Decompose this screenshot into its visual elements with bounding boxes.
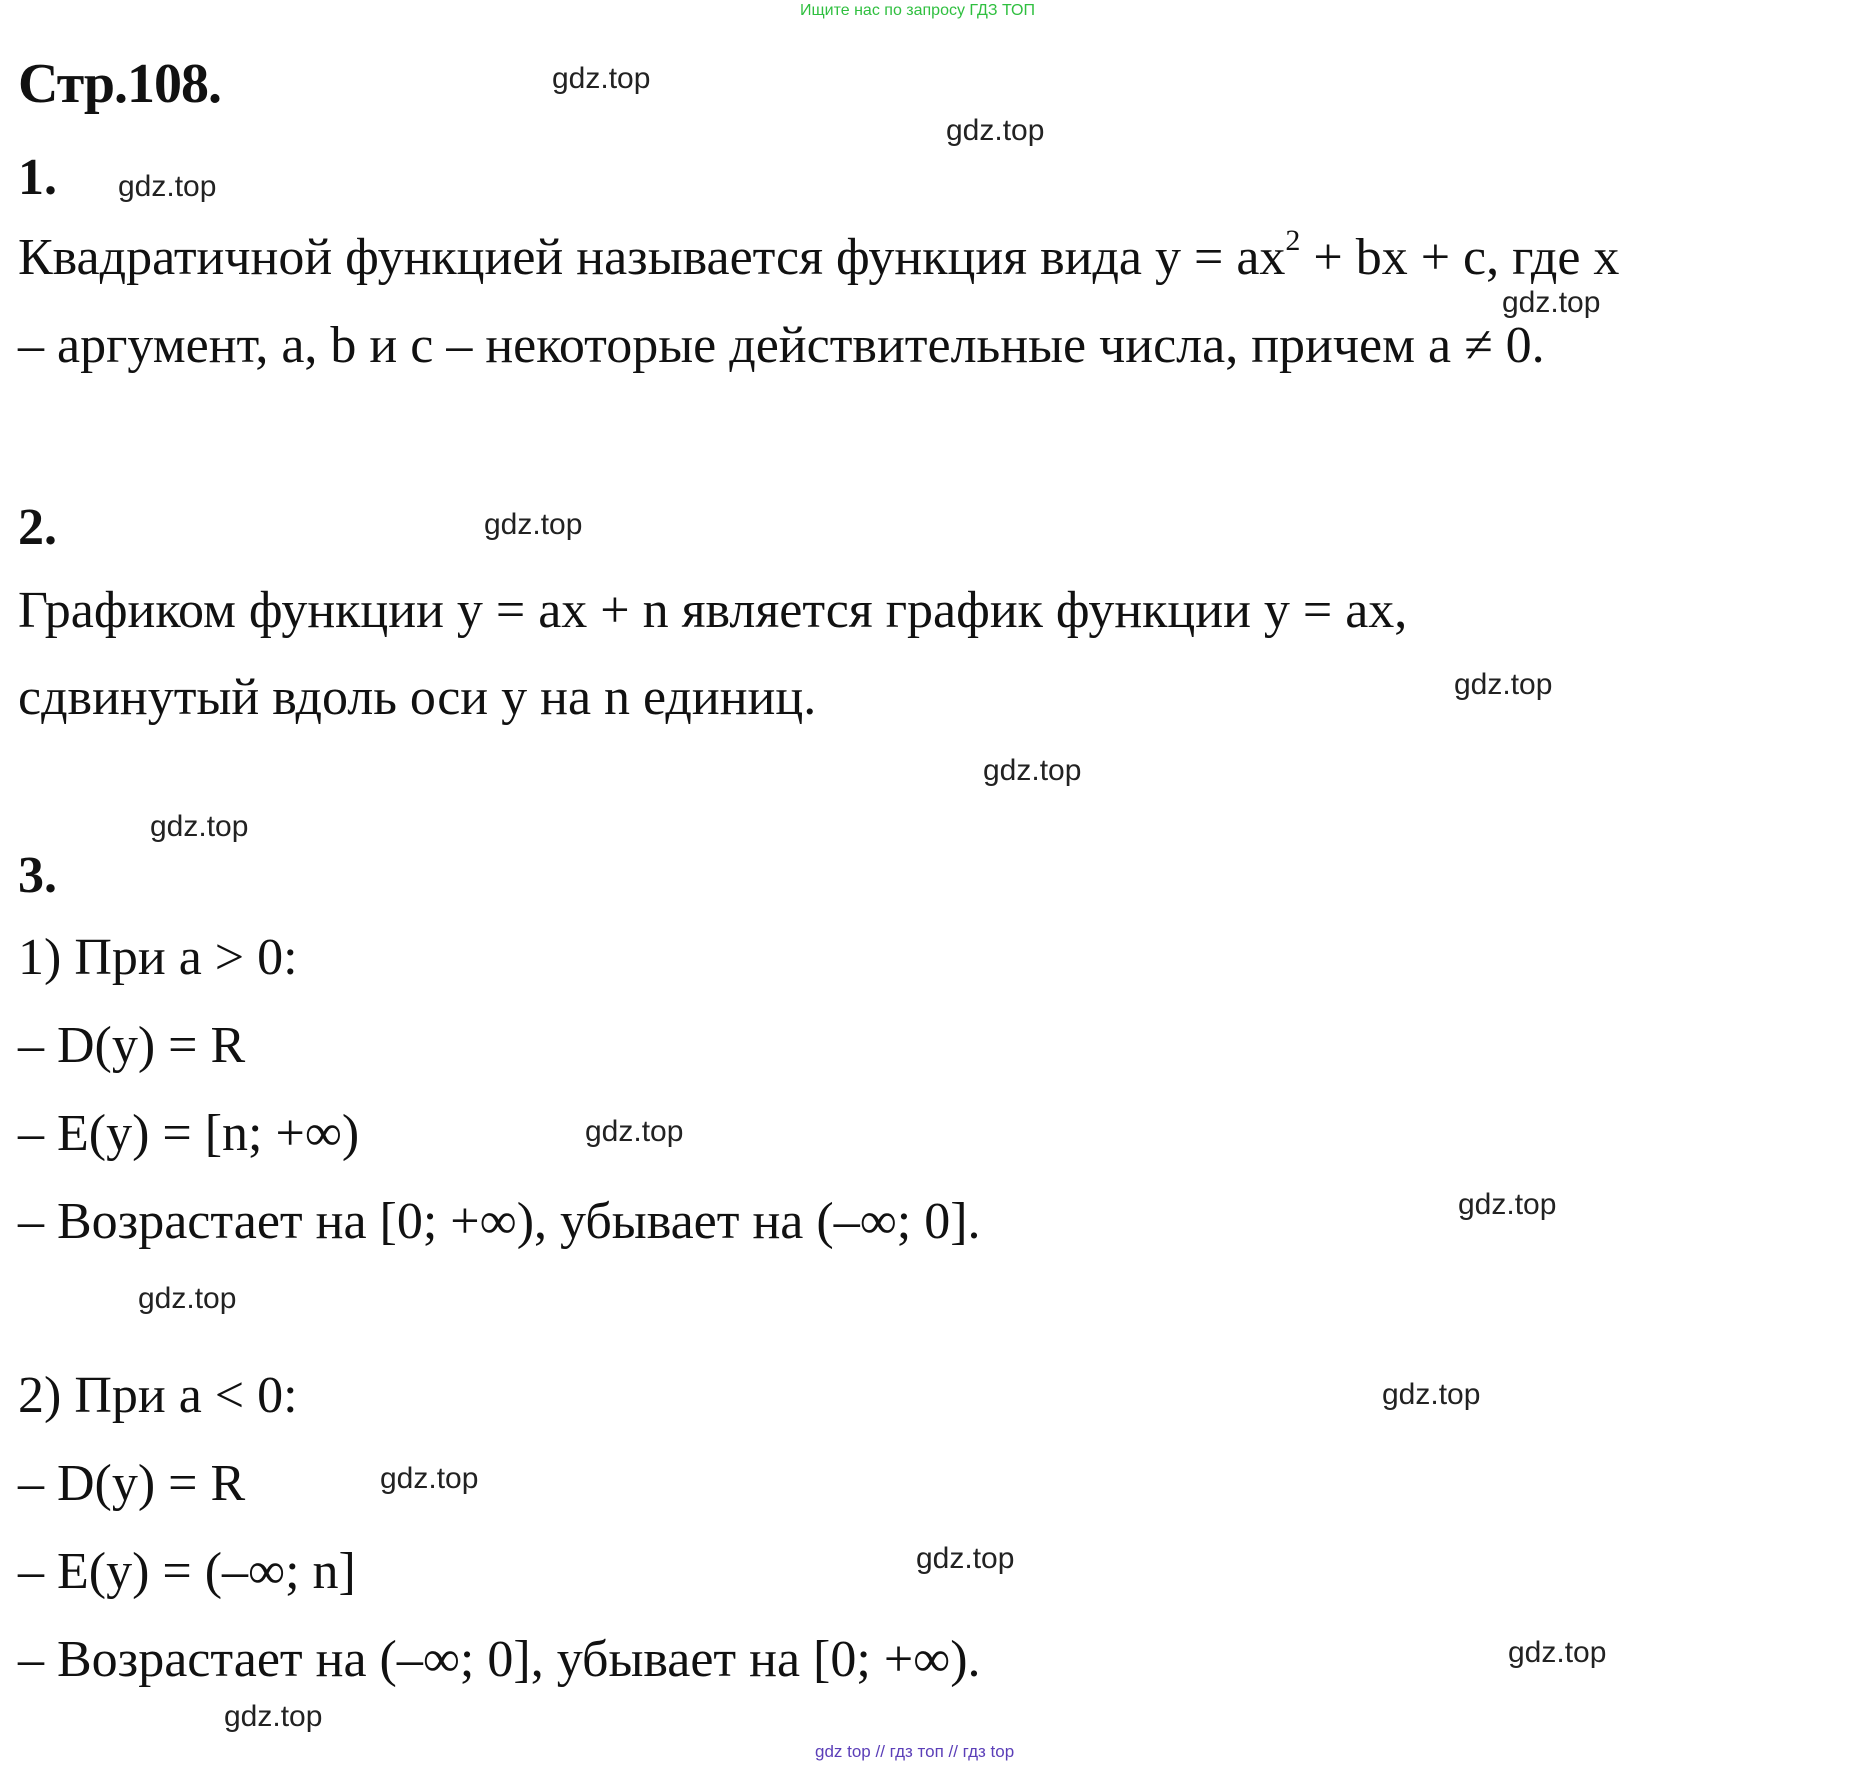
watermark: gdz.top <box>552 62 651 95</box>
section-2-line-1: Графиком функции y = ax + n является график функции y = ax, <box>18 582 1408 639</box>
watermark: gdz.top <box>916 1542 1015 1575</box>
case-2-item: – Возрастает на (–∞; 0], убывает на [0; +∞). <box>18 1631 981 1688</box>
watermark: gdz.top <box>983 754 1082 787</box>
watermark: gdz.top <box>1458 1188 1557 1221</box>
section-1-line-1 <box>18 224 1620 286</box>
case-1-item: – E(y) = [n; +∞) <box>18 1105 360 1162</box>
watermark: gdz.top <box>380 1462 479 1495</box>
watermark: gdz.top <box>946 114 1045 147</box>
watermark: gdz.top <box>484 508 583 541</box>
section-1-exponent: 2 <box>1285 224 1301 257</box>
watermark: gdz.top <box>1382 1378 1481 1411</box>
watermark: gdz.top <box>1508 1636 1607 1669</box>
section-2-number: 2. <box>18 499 57 556</box>
section-3-number: 3. <box>18 847 57 904</box>
case-2-item: – E(y) = (–∞; n] <box>18 1543 356 1600</box>
case-2-item: – D(y) = R <box>18 1455 246 1512</box>
section-1-line-2: – аргумент, a, b и c – некоторые действительные числа, причем a ≠ 0. <box>18 317 1545 374</box>
section-1-line-1-post: + bx + c, где x <box>1300 229 1620 286</box>
watermark: gdz.top <box>1454 668 1553 701</box>
watermark: gdz.top <box>150 810 249 843</box>
page-title: Стр.108. <box>18 53 222 115</box>
bottom-banner: gdz top // гдз топ // гдз top <box>815 1742 1015 1761</box>
case-1-heading: 1) При a > 0: <box>18 929 298 986</box>
watermark: gdz.top <box>118 170 217 203</box>
watermark: gdz.top <box>585 1115 684 1148</box>
section-1-line-1-pre: Квадратичной функцией называется функция вида y = ax <box>18 229 1286 286</box>
case-2-heading: 2) При a < 0: <box>18 1367 298 1424</box>
watermark: gdz.top <box>1502 286 1601 319</box>
section-1-number: 1. <box>18 149 57 206</box>
watermark: gdz.top <box>224 1700 323 1733</box>
case-1-item: – Возрастает на [0; +∞), убывает на (–∞; 0]. <box>18 1193 981 1250</box>
case-1-item: – D(y) = R <box>18 1017 246 1074</box>
watermark: gdz.top <box>138 1282 237 1315</box>
section-2-line-2: сдвинутый вдоль оси y на n единиц. <box>18 669 817 726</box>
top-banner: Ищите нас по запросу ГДЗ ТОП <box>800 2 1035 19</box>
